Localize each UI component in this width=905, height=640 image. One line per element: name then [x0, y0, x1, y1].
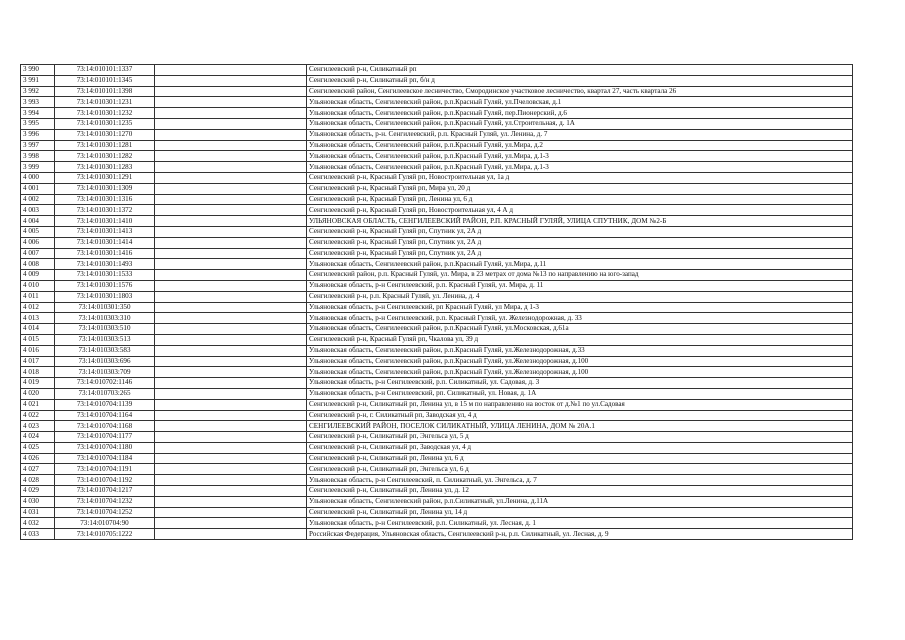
row-number-cell: 4 032: [21, 518, 55, 529]
row-number-cell: 4 015: [21, 334, 55, 345]
table-row: [21, 162, 853, 173]
empty-cell: [155, 313, 307, 324]
empty-cell: [155, 194, 307, 205]
table-row: [21, 129, 853, 140]
address-cell: Сенгилеевский р-н, Красный Гуляй рп, Новостроительная ул, 4 А д: [307, 205, 853, 216]
row-number-cell: 4 017: [21, 356, 55, 367]
cadastral-number-cell: 73:14:010704:1192: [55, 475, 155, 486]
cadastral-number-cell: 73:14:010704:1252: [55, 507, 155, 518]
address-cell: Сенгилеевский р-н, Красный Гуляй рп, Новостроительная ул, 1а д: [307, 172, 853, 183]
empty-cell: [155, 259, 307, 270]
table-row: [21, 172, 853, 183]
empty-cell: [155, 302, 307, 313]
address-cell: Сенгилеевский р-н, Красный Гуляй рп, Чкалова ул, 39 д: [307, 334, 853, 345]
cadastral-number-cell: 73:14:010704:1164: [55, 410, 155, 421]
row-number-cell: 4 018: [21, 367, 55, 378]
empty-cell: [155, 226, 307, 237]
cadastral-number-cell: 73:14:010303:709: [55, 367, 155, 378]
row-number-cell: 4 007: [21, 248, 55, 259]
empty-cell: [155, 162, 307, 173]
cadastral-number-cell: 73:14:010704:1177: [55, 432, 155, 443]
address-cell: СЕНГИЛЕЕВСКИЙ РАЙОН, ПОСЕЛОК СИЛИКАТНЫЙ, УЛИЦА ЛЕНИНА, ДОМ № 20А.1: [307, 421, 853, 432]
address-cell: Сенгилеевский р-н, Силикатный рп, Заводская ул, 4 д: [307, 442, 853, 453]
address-cell: Сенгилеевский район, р.п. Красный Гуляй, ул. Мира, в 23 метрах от дома №13 по направлению на юго-запад: [307, 270, 853, 281]
empty-cell: [155, 388, 307, 399]
cadastral-number-cell: 73:14:010301:1281: [55, 140, 155, 151]
table-row: [21, 388, 853, 399]
empty-cell: [155, 65, 307, 76]
cadastral-number-cell: 73:14:010301:1235: [55, 118, 155, 129]
address-cell: Ульяновская область, р-н. Сенгилеевский, р.п. Красный Гуляй, ул. Ленина, д. 7: [307, 129, 853, 140]
cadastral-number-cell: 73:14:010704:90: [55, 518, 155, 529]
address-cell: Сенгилеевский р-н, Силикатный рп, Энгельса ул, 5 д: [307, 432, 853, 443]
address-cell: Ульяновская область, р-н Сенгилеевский, р.п. Силикатный, ул. Садовая, д. 3: [307, 378, 853, 389]
cadastral-number-cell: 73:14:010301:1316: [55, 194, 155, 205]
registry-table-body: [21, 65, 853, 540]
address-cell: Российская Федерация, Ульяновская область, Сенгилеевский р-н, р.п. Силикатный, ул. Лесная, д. 9: [307, 529, 853, 540]
row-number-cell: 4 011: [21, 291, 55, 302]
cadastral-number-cell: 73:14:010301:1416: [55, 248, 155, 259]
address-cell: Ульяновская область, Сенгилеевский район, р.п.Красный Гуляй, ул.Мира, д.2: [307, 140, 853, 151]
cadastral-number-cell: 73:14:010301:1232: [55, 108, 155, 119]
table-row: [21, 216, 853, 227]
table-row: [21, 118, 853, 129]
cadastral-number-cell: 73:14:010303:513: [55, 334, 155, 345]
address-cell: Сенгилеевский р-н, Силикатный рп, Ленина ул, д. 12: [307, 486, 853, 497]
row-number-cell: 4 022: [21, 410, 55, 421]
table-row: [21, 496, 853, 507]
address-cell: Ульяновская область, р-н Сенгилеевский, рп Красный Гуляй, ул Мира, д 1-3: [307, 302, 853, 313]
table-row: [21, 194, 853, 205]
address-cell: Ульяновская область, Сенгилеевский район, р.п.Красный Гуляй, ул.Строительная, д. 1А: [307, 118, 853, 129]
table-row: [21, 529, 853, 540]
table-row: [21, 442, 853, 453]
cadastral-number-cell: 73:14:010303:510: [55, 324, 155, 335]
table-row: [21, 399, 853, 410]
address-cell: Ульяновская область, Сенгилеевский район, р.п.Красный Гуляй, ул.Железнодорожная, д.100: [307, 367, 853, 378]
cadastral-number-cell: 73:14:010101:1345: [55, 75, 155, 86]
empty-cell: [155, 129, 307, 140]
row-number-cell: 4 000: [21, 172, 55, 183]
empty-cell: [155, 496, 307, 507]
row-number-cell: 4 033: [21, 529, 55, 540]
cadastral-number-cell: 73:14:010301:1414: [55, 237, 155, 248]
table-row: [21, 464, 853, 475]
cadastral-number-cell: 73:14:010704:1180: [55, 442, 155, 453]
address-cell: Ульяновская область, Сенгилеевский район, р.п.Красный Гуляй, ул.Московская, д.61а: [307, 324, 853, 335]
address-cell: Ульяновская область, р-н Сенгилеевский, п. Силикатный, ул. Энгельса, д. 7: [307, 475, 853, 486]
cadastral-number-cell: 73:14:010301:1270: [55, 129, 155, 140]
table-row: [21, 183, 853, 194]
empty-cell: [155, 140, 307, 151]
table-row: [21, 280, 853, 291]
empty-cell: [155, 453, 307, 464]
row-number-cell: 4 016: [21, 345, 55, 356]
empty-cell: [155, 529, 307, 540]
empty-cell: [155, 86, 307, 97]
empty-cell: [155, 237, 307, 248]
row-number-cell: 4 012: [21, 302, 55, 313]
row-number-cell: 4 005: [21, 226, 55, 237]
cadastral-number-cell: 73:14:010303:583: [55, 345, 155, 356]
address-cell: Сенгилеевский р-н, Силикатный рп: [307, 65, 853, 76]
empty-cell: [155, 378, 307, 389]
row-number-cell: 4 001: [21, 183, 55, 194]
table-row: [21, 270, 853, 281]
table-row: [21, 291, 853, 302]
address-cell: Сенгилеевский район, Сенгилеевское лесничество, Смородинское участковое лесничество, квартал 27, часть квартала 26: [307, 86, 853, 97]
cadastral-number-cell: 73:14:010303:310: [55, 313, 155, 324]
row-number-cell: 4 009: [21, 270, 55, 281]
cadastral-number-cell: 73:14:010705:1222: [55, 529, 155, 540]
empty-cell: [155, 432, 307, 443]
row-number-cell: 4 014: [21, 324, 55, 335]
table-row: [21, 518, 853, 529]
cadastral-number-cell: 73:14:010704:1191: [55, 464, 155, 475]
table-row: [21, 75, 853, 86]
table-row: [21, 86, 853, 97]
table-row: [21, 432, 853, 443]
cadastral-number-cell: 73:14:010301:1493: [55, 259, 155, 270]
table-row: [21, 108, 853, 119]
empty-cell: [155, 507, 307, 518]
address-cell: УЛЬЯНОВСКАЯ ОБЛАСТЬ, СЕНГИЛЕЕВСКИЙ РАЙОН, Р.П. КРАСНЫЙ ГУЛЯЙ, УЛИЦА СПУТНИК, ДОМ №2-Б: [307, 216, 853, 227]
table-row: [21, 378, 853, 389]
table-row: [21, 324, 853, 335]
address-cell: Сенгилеевский р-н, Силикатный рп, Энгельса ул, 6 д: [307, 464, 853, 475]
address-cell: Сенгилеевский р-н, Силикатный рп, Ленина ул, 6 д: [307, 453, 853, 464]
address-cell: Сенгилеевский р-н, Красный Гуляй рп, Мира ул, 20 д: [307, 183, 853, 194]
cadastral-number-cell: 73:14:010301:1413: [55, 226, 155, 237]
row-number-cell: 3 993: [21, 97, 55, 108]
address-cell: Сенгилеевский р-н, Силикатный рп, Ленина ул, 14 д: [307, 507, 853, 518]
table-row: [21, 356, 853, 367]
address-cell: Ульяновская область, Сенгилеевский район, р.п.Красный Гуляй, ул.Железнодорожная, д.33: [307, 345, 853, 356]
empty-cell: [155, 324, 307, 335]
table-row: [21, 97, 853, 108]
row-number-cell: 4 026: [21, 453, 55, 464]
cadastral-number-cell: 73:14:010704:1139: [55, 399, 155, 410]
cadastral-number-cell: 73:14:010301:1231: [55, 97, 155, 108]
table-row: [21, 140, 853, 151]
row-number-cell: 4 025: [21, 442, 55, 453]
row-number-cell: 4 021: [21, 399, 55, 410]
table-row: [21, 334, 853, 345]
row-number-cell: 3 995: [21, 118, 55, 129]
table-row: [21, 248, 853, 259]
address-cell: Сенгилеевский р-н, Красный Гуляй рп, Спутник ул, 2А д: [307, 248, 853, 259]
cadastral-number-cell: 73:14:010301:1309: [55, 183, 155, 194]
row-number-cell: 3 992: [21, 86, 55, 97]
empty-cell: [155, 518, 307, 529]
empty-cell: [155, 442, 307, 453]
table-row: [21, 475, 853, 486]
table-row: [21, 65, 853, 76]
table-row: [21, 410, 853, 421]
address-cell: Сенгилеевский р-н, Красный Гуляй рп, Спутник ул, 2А д: [307, 237, 853, 248]
empty-cell: [155, 421, 307, 432]
cadastral-number-cell: 73:14:010301:1282: [55, 151, 155, 162]
cadastral-number-cell: 73:14:010301:350: [55, 302, 155, 313]
cadastral-number-cell: 73:14:010704:1232: [55, 496, 155, 507]
row-number-cell: 3 998: [21, 151, 55, 162]
address-cell: Ульяновская область, Сенгилеевский район, р.п.Силикатный, ул.Ленина, д.11А: [307, 496, 853, 507]
empty-cell: [155, 216, 307, 227]
cadastral-number-cell: 73:14:010301:1803: [55, 291, 155, 302]
cadastral-number-cell: 73:14:010702:1146: [55, 378, 155, 389]
empty-cell: [155, 334, 307, 345]
row-number-cell: 4 029: [21, 486, 55, 497]
empty-cell: [155, 248, 307, 259]
empty-cell: [155, 280, 307, 291]
table-row: [21, 205, 853, 216]
empty-cell: [155, 399, 307, 410]
empty-cell: [155, 97, 307, 108]
cadastral-number-cell: 73:14:010301:1410: [55, 216, 155, 227]
address-cell: Ульяновская область, р-н Сенгилеевский, р.п. Красный Гуляй, ул. Мира, д. 11: [307, 280, 853, 291]
row-number-cell: 4 024: [21, 432, 55, 443]
cadastral-number-cell: 73:14:010101:1398: [55, 86, 155, 97]
empty-cell: [155, 270, 307, 281]
empty-cell: [155, 345, 307, 356]
row-number-cell: 3 994: [21, 108, 55, 119]
address-cell: Ульяновская область, Сенгилеевский район, р.п.Красный Гуляй, ул.Мира, д.1-3: [307, 162, 853, 173]
cadastral-number-cell: 73:14:010301:1576: [55, 280, 155, 291]
row-number-cell: 4 030: [21, 496, 55, 507]
row-number-cell: 4 020: [21, 388, 55, 399]
table-row: [21, 302, 853, 313]
empty-cell: [155, 410, 307, 421]
row-number-cell: 4 019: [21, 378, 55, 389]
table-row: [21, 237, 853, 248]
address-cell: Ульяновская область, р-н Сенгилеевский, р.п. Красный Гуляй, ул. Железнодорожная, д. 33: [307, 313, 853, 324]
address-cell: Ульяновская область, Сенгилеевский район, р.п.Красный Гуляй, ул.Мира, д.11: [307, 259, 853, 270]
address-cell: Сенгилеевский р-н, Красный Гуляй рп, Ленина ул, 6 д: [307, 194, 853, 205]
row-number-cell: 4 027: [21, 464, 55, 475]
row-number-cell: 3 991: [21, 75, 55, 86]
empty-cell: [155, 291, 307, 302]
empty-cell: [155, 108, 307, 119]
empty-cell: [155, 356, 307, 367]
cadastral-number-cell: 73:14:010301:1533: [55, 270, 155, 281]
row-number-cell: 4 004: [21, 216, 55, 227]
table-row: [21, 507, 853, 518]
row-number-cell: 4 023: [21, 421, 55, 432]
row-number-cell: 4 010: [21, 280, 55, 291]
address-cell: Сенгилеевский р-н, Силикатный рп, Ленина ул, в 15 м по направлению на восток от д.№1 по ул.Садовая: [307, 399, 853, 410]
cadastral-number-cell: 73:14:010704:1217: [55, 486, 155, 497]
row-number-cell: 4 028: [21, 475, 55, 486]
empty-cell: [155, 367, 307, 378]
row-number-cell: 4 002: [21, 194, 55, 205]
table-row: [21, 345, 853, 356]
address-cell: Сенгилеевский р-н, г. Силикатный рп, Заводская ул, 4 д: [307, 410, 853, 421]
row-number-cell: 3 997: [21, 140, 55, 151]
cadastral-number-cell: 73:14:010703:265: [55, 388, 155, 399]
empty-cell: [155, 486, 307, 497]
row-number-cell: 4 013: [21, 313, 55, 324]
empty-cell: [155, 183, 307, 194]
address-cell: Ульяновская область, Сенгилеевский район, р.п.Красный Гуляй, ул.Пчеловская, д.1: [307, 97, 853, 108]
empty-cell: [155, 464, 307, 475]
row-number-cell: 4 006: [21, 237, 55, 248]
cadastral-number-cell: 73:14:010301:1372: [55, 205, 155, 216]
table-row: [21, 453, 853, 464]
address-cell: Ульяновская область, р-н Сенгилеевский, рп. Силикатный, ул. Новая, д. 1А: [307, 388, 853, 399]
cadastral-number-cell: 73:14:010301:1283: [55, 162, 155, 173]
address-cell: Ульяновская область, Сенгилеевский район, р.п.Красный Гуляй, ул.Мира, д.1-3: [307, 151, 853, 162]
row-number-cell: 3 999: [21, 162, 55, 173]
cadastral-number-cell: 73:14:010101:1337: [55, 65, 155, 76]
address-cell: Сенгилеевский р-н, р.п. Красный Гуляй, ул. Ленина, д. 4: [307, 291, 853, 302]
registry-sheet: [20, 64, 852, 540]
table-row: [21, 151, 853, 162]
address-cell: Сенгилеевский р-н, Красный Гуляй рп, Спутник ул, 2А д: [307, 226, 853, 237]
empty-cell: [155, 475, 307, 486]
cadastral-number-cell: 73:14:010301:1291: [55, 172, 155, 183]
empty-cell: [155, 205, 307, 216]
table-row: [21, 259, 853, 270]
empty-cell: [155, 172, 307, 183]
cadastral-number-cell: 73:14:010303:696: [55, 356, 155, 367]
table-row: [21, 486, 853, 497]
row-number-cell: 4 003: [21, 205, 55, 216]
row-number-cell: 4 008: [21, 259, 55, 270]
cadastral-number-cell: 73:14:010704:1184: [55, 453, 155, 464]
cadastral-registry-table: [20, 64, 853, 540]
address-cell: Ульяновская область, р-н Сенгилеевский, р.п. Силикатный, ул. Лесная, д. 1: [307, 518, 853, 529]
row-number-cell: 3 990: [21, 65, 55, 76]
empty-cell: [155, 151, 307, 162]
empty-cell: [155, 75, 307, 86]
table-row: [21, 226, 853, 237]
address-cell: Сенгилеевский р-н, Силикатный рп, б/н д: [307, 75, 853, 86]
table-row: [21, 313, 853, 324]
empty-cell: [155, 118, 307, 129]
address-cell: Ульяновская область, Сенгилеевский район, р.п.Красный Гуляй, пер.Пионерский, д.6: [307, 108, 853, 119]
address-cell: Ульяновская область, Сенгилеевский район, р.п.Красный Гуляй, ул.Железнодорожная, д.100: [307, 356, 853, 367]
row-number-cell: 3 996: [21, 129, 55, 140]
cadastral-number-cell: 73:14:010704:1168: [55, 421, 155, 432]
table-row: [21, 367, 853, 378]
row-number-cell: 4 031: [21, 507, 55, 518]
table-row: [21, 421, 853, 432]
